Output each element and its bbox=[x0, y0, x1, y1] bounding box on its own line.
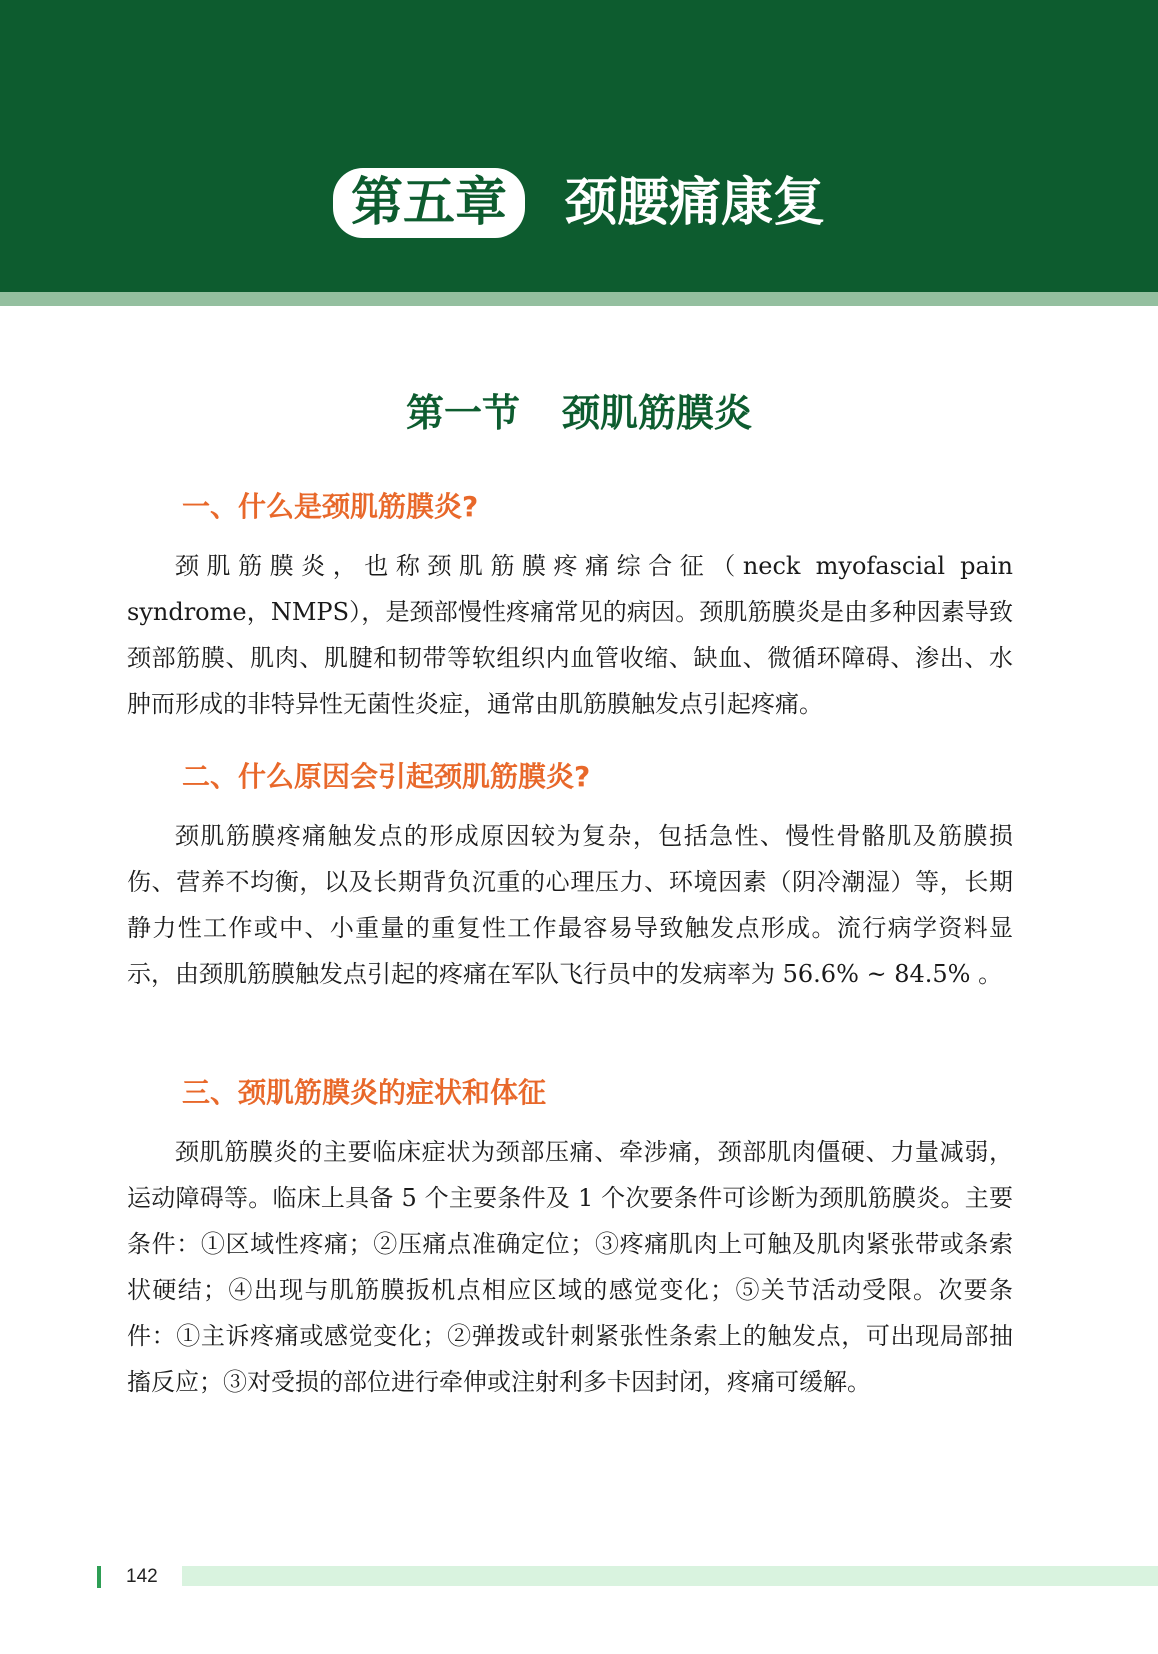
section-number: 第一节 bbox=[405, 391, 520, 435]
subsection-heading-3: 三、颈肌筋膜炎的症状和体征 bbox=[182, 1076, 547, 1109]
chapter-title: 颈腰痛康复 bbox=[565, 173, 826, 233]
chapter-banner bbox=[0, 0, 1158, 292]
section-heading bbox=[0, 388, 1158, 438]
footer-band bbox=[182, 1566, 1158, 1586]
subsection-paragraph-1: 颈肌筋膜炎，也称颈肌筋膜疼痛综合征（neck myofascial pain syndrome，NMPS），是颈部慢性疼痛常见的病因。颈肌筋膜炎是由多种因素导致颈部筋膜、肌肉、肌腱和韧带等软组织内血管收缩、缺血、微循环障碍、渗出、水肿而形成的非特异性无菌性炎症，通常由肌筋膜触发点引起疼痛。 bbox=[127, 552, 1013, 718]
chapter-label: 第五章 bbox=[333, 168, 525, 238]
subsection-heading-2: 二、什么原因会引起颈肌筋膜炎? bbox=[182, 760, 591, 793]
chapter-heading bbox=[0, 168, 1158, 238]
subsection-heading-1: 一、什么是颈肌筋膜炎? bbox=[182, 490, 479, 523]
subsection-paragraph-2: 颈肌筋膜疼痛触发点的形成原因较为复杂，包括急性、慢性骨骼肌及筋膜损伤、营养不均衡，以及长期背负沉重的心理压力、环境因素（阴冷潮湿）等，长期静力性工作或中、小重量的重复性工作最容易导致触发点形成。流行病学资料显示，由颈肌筋膜触发点引起的疼痛在军队飞行员中的发病率为 56.6% ~ 84.5% 。 bbox=[127, 822, 1013, 988]
banner-stripe bbox=[0, 292, 1158, 306]
footer-accent-bar bbox=[97, 1566, 101, 1588]
subsection-paragraph-3: 颈肌筋膜炎的主要临床症状为颈部压痛、牵涉痛，颈部肌肉僵硬、力量减弱，运动障碍等。临床上具备 5 个主要条件及 1 个次要条件可诊断为颈肌筋膜炎。主要条件：①区域性疼痛；②压痛点准确定位；③疼痛肌肉上可触及肌肉紧张带或条索状硬结；④出现与肌筋膜扳机点相应区域的感觉变化；⑤关节活动受限。次要条件：①主诉疼痛或感觉变化；②弹拨或针刺紧张性条索上的触发点，可出现局部抽搐反应；③对受损的部位进行牵伸或注射利多卡因封闭，疼痛可缓解。 bbox=[127, 1138, 1013, 1396]
page-number: 142 bbox=[126, 1566, 158, 1587]
section-title: 颈肌筋膜炎 bbox=[562, 391, 753, 435]
